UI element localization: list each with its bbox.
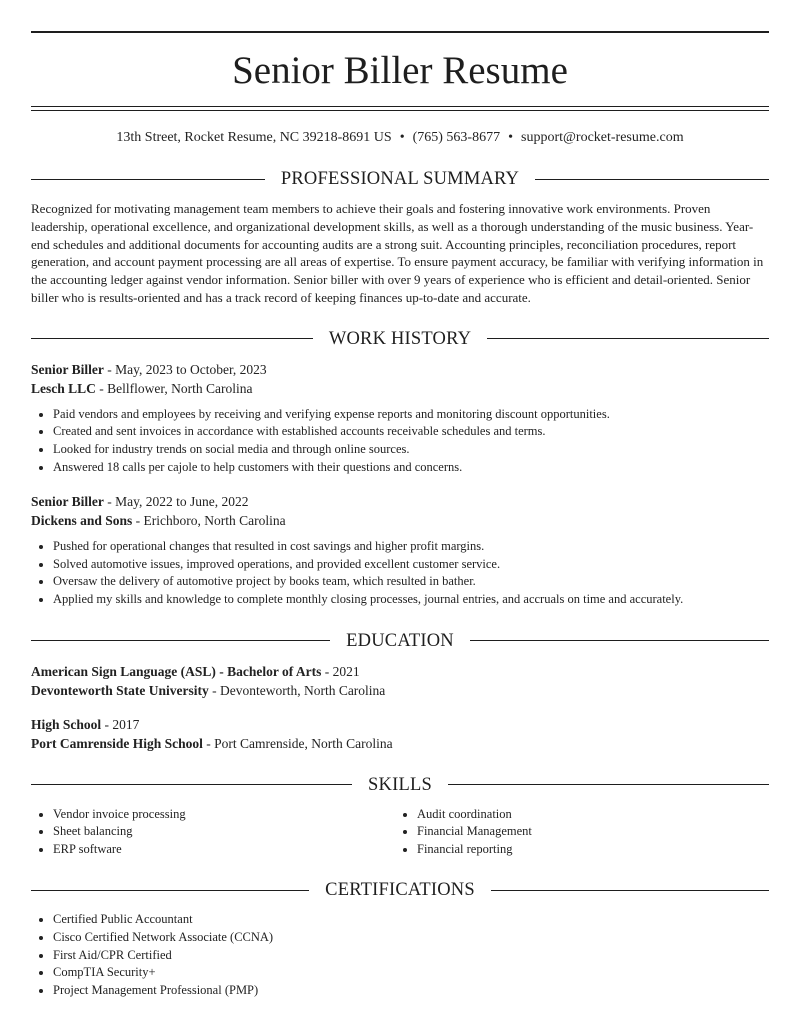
- job-company: Dickens and Sons: [31, 513, 133, 529]
- job-company-line: [31, 511, 769, 530]
- job-bullet: • Paid vendors and employees by receiving and verifying expense reports and monitoring discount opportunities.: [53, 406, 769, 424]
- skills-list: [31, 806, 395, 859]
- job-company: Lesch LLC: [31, 380, 96, 396]
- job-bullet: • Solved automotive issues, improved operations, and provided excellent customer service.: [53, 556, 769, 574]
- skill-item: • Audit coordination: [417, 806, 759, 824]
- education-degree-line: [31, 715, 769, 734]
- section-header-work: [31, 328, 769, 350]
- section-header-summary: [31, 168, 769, 190]
- section-rule-right: [448, 784, 769, 785]
- section-title-work: WORK HISTORY: [328, 328, 472, 349]
- section-rule-left: [31, 640, 330, 641]
- section-rule-left: [31, 179, 265, 180]
- job-dates: - May, 2023 to October, 2023: [103, 361, 267, 377]
- section-rule-right: [487, 338, 769, 339]
- job-bullet: • Created and sent invoices in accordance with established accounts receivable schedules and terms.: [53, 423, 769, 441]
- skills-column-right: [395, 806, 759, 859]
- resume-title: Senior Biller Resume: [232, 49, 568, 92]
- resume-page: [31, 31, 769, 999]
- education-year: - 2017: [101, 716, 140, 732]
- summary-text: Recognized for motivating management team members to achieve their goals and fostering innovative work environments. Proven leadership, operational excellence, and organizational development skills, as well as a thorough understanding of the music business. Year-end schedules and additional documents for accounting audits are a strong suit. Accounting principles, reconciliation procedures, report generation, and account payment processing are all areas of expertise. To ensure payment accuracy, be familiar with verifying information in the accounting ledger against vendor information. Senior biller with over 9 years of experience who is efficient and detail-oriented. Senior biller who is results-oriented and has a track record of keeping finances up-to-date and accurate.: [31, 201, 764, 305]
- education-entry: [31, 715, 769, 753]
- education-school: Port Camrenside High School: [31, 735, 203, 751]
- contact-line: [31, 129, 769, 147]
- skills-column-left: [31, 806, 395, 859]
- certification-item: • Project Management Professional (PMP): [53, 982, 769, 1000]
- certifications-block: [31, 911, 769, 999]
- certification-item: • First Aid/CPR Certified: [53, 947, 769, 965]
- contact-email[interactable]: support@rocket-resume.com: [521, 130, 684, 145]
- education-entry: [31, 662, 769, 700]
- contact-phone[interactable]: (765) 563-8677: [412, 130, 501, 145]
- contact-separator: •: [508, 130, 514, 145]
- education-school-line: [31, 734, 769, 753]
- job-location: - Bellflower, North Carolina: [95, 380, 253, 396]
- job-role: Senior Biller: [31, 361, 104, 377]
- education-degree: American Sign Language (ASL) - Bachelor of Arts: [31, 663, 322, 679]
- section-title-education: EDUCATION: [346, 630, 454, 651]
- section-header-education: [31, 630, 769, 652]
- certification-item: • CompTIA Security+: [53, 964, 769, 982]
- section-title-skills: SKILLS: [368, 774, 432, 795]
- contact-separator: •: [399, 130, 405, 145]
- job-dates: - May, 2022 to June, 2022: [103, 494, 249, 510]
- education-location: - Port Camrenside, North Carolina: [202, 735, 393, 751]
- job-entry: [31, 360, 769, 476]
- section-header-certifications: [31, 879, 769, 901]
- section-rule-right: [470, 640, 769, 641]
- section-rule-right: [535, 179, 769, 180]
- education-school-line: [31, 681, 769, 700]
- certification-item: • Cisco Certified Network Associate (CCNA): [53, 929, 769, 947]
- skills-columns: [31, 806, 769, 859]
- job-location: - Erichboro, North Carolina: [132, 513, 286, 529]
- job-bullet: • Applied my skills and knowledge to complete monthly closing processes, journal entries, and accruals on time and accurately.: [53, 591, 769, 609]
- certification-item: • Certified Public Accountant: [53, 911, 769, 929]
- job-company-line: [31, 379, 769, 398]
- section-rule-right: [491, 890, 769, 891]
- contact-address: 13th Street, Rocket Resume, NC 39218-8691 US: [116, 130, 392, 145]
- section-header-skills: [31, 774, 769, 796]
- skill-item: • ERP software: [53, 841, 395, 859]
- skill-item: • Financial Management: [417, 823, 759, 841]
- education-school: Devonteworth State University: [31, 682, 209, 698]
- job-entry: [31, 492, 769, 608]
- skill-item: • Vendor invoice processing: [53, 806, 395, 824]
- job-role-line: [31, 360, 769, 379]
- section-title-certifications: CERTIFICATIONS: [325, 880, 475, 901]
- section-rule-left: [31, 338, 313, 339]
- section-title-summary: PROFESSIONAL SUMMARY: [280, 169, 520, 189]
- section-rule-left: [31, 784, 352, 785]
- skill-item: • Financial reporting: [417, 841, 759, 859]
- education-location: - Devonteworth, North Carolina: [208, 682, 386, 698]
- skill-item: • Sheet balancing: [53, 823, 395, 841]
- job-role: Senior Biller: [31, 494, 104, 510]
- certifications-list: [31, 911, 769, 999]
- title-double-rule: [31, 106, 769, 111]
- job-bullet: • Answered 18 calls per cajole to help customers with their questions and concerns.: [53, 459, 769, 477]
- education-degree: High School: [31, 716, 102, 732]
- job-bullets: [31, 406, 769, 476]
- top-rule: [31, 31, 769, 33]
- education-year: - 2021: [321, 663, 360, 679]
- education-degree-line: [31, 662, 769, 681]
- job-bullet: • Oversaw the delivery of automotive project by books team, which resulted in bather.: [53, 573, 769, 591]
- section-rule-left: [31, 890, 309, 891]
- job-role-line: [31, 492, 769, 511]
- job-bullet: • Pushed for operational changes that resulted in cost savings and higher profit margins.: [53, 538, 769, 556]
- skills-list: [395, 806, 759, 859]
- job-bullets: [31, 538, 769, 608]
- job-bullet: • Looked for industry trends on social media and through online sources.: [53, 441, 769, 459]
